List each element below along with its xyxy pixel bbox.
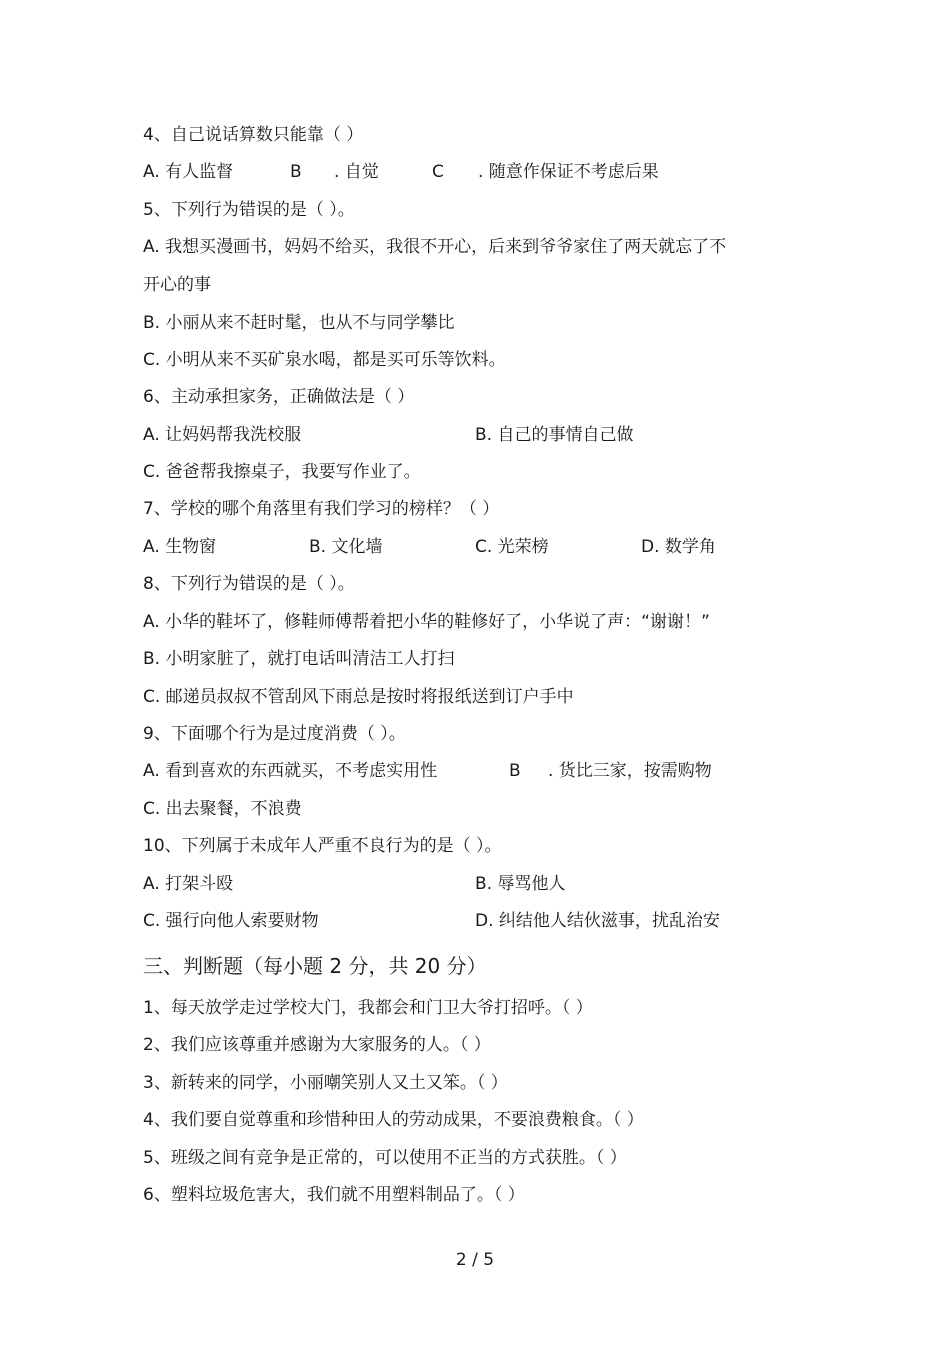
question-8-option-c: C. 邮递员叔叔不管刮风下雨总是按时将报纸送到订户手中: [143, 687, 574, 707]
question-4-stem: 4、自己说话算数只能靠（ ）: [143, 125, 364, 145]
question-4-option-c-text: . 随意作保证不考虑后果: [478, 162, 659, 182]
section-3-heading: 三、判断题（每小题 2 分，共 20 分）: [143, 954, 487, 978]
question-6-stem: 6、主动承担家务，正确做法是（ ）: [143, 387, 415, 407]
question-9-option-b-text: . 货比三家，按需购物: [548, 761, 712, 781]
question-5-option-c: C. 小明从来不买矿泉水喝，都是买可乐等饮料。: [143, 350, 506, 370]
question-4-option-a: A. 有人监督: [143, 162, 234, 182]
question-5-option-a-line2: 开心的事: [143, 275, 211, 295]
question-9-option-c: C. 出去聚餐，不浪费: [143, 799, 302, 819]
judgment-item-6: 6、塑料垃圾危害大，我们就不用塑料制品了。（ ）: [143, 1185, 525, 1205]
question-5-stem: 5、下列行为错误的是（ ）。: [143, 200, 355, 220]
question-5-option-b: B. 小丽从来不赶时髦，也从不与同学攀比: [143, 313, 455, 333]
question-5-option-a-line1: A. 我想买漫画书，妈妈不给买，我很不开心，后来到爷爷家住了两天就忘了不: [143, 237, 727, 257]
question-10-option-d: D. 纠结他人结伙滋事，扰乱治安: [475, 911, 720, 931]
question-4-option-b-text: . 自觉: [334, 162, 379, 182]
question-9-option-a: A. 看到喜欢的东西就买，不考虑实用性: [143, 761, 438, 781]
question-7-option-d: D. 数学角: [641, 537, 716, 557]
judgment-item-5: 5、班级之间有竞争是正常的，可以使用不正当的方式获胜。（ ）: [143, 1148, 627, 1168]
question-4-option-c-letter: C: [432, 162, 444, 182]
question-8-option-b: B. 小明家脏了，就打电话叫清洁工人打扫: [143, 649, 455, 669]
question-6-option-a: A. 让妈妈帮我洗校服: [143, 425, 302, 445]
judgment-item-1: 1、每天放学走过学校大门，我都会和门卫大爷打招呼。（ ）: [143, 998, 593, 1018]
question-9-stem: 9、下面哪个行为是过度消费（ ）。: [143, 724, 406, 744]
question-4-option-b-letter: B: [290, 162, 302, 182]
question-10-option-b: B. 辱骂他人: [475, 874, 566, 894]
question-9-option-b-letter: B: [509, 761, 521, 781]
question-8-option-a: A. 小华的鞋坏了，修鞋师傅帮着把小华的鞋修好了，小华说了声：“谢谢！”: [143, 612, 710, 632]
question-10-option-a: A. 打架斗殴: [143, 874, 234, 894]
judgment-item-2: 2、我们应该尊重并感谢为大家服务的人。（ ）: [143, 1035, 491, 1055]
page-number: 2 / 5: [455, 1250, 495, 1270]
question-10-stem: 10、下列属于未成年人严重不良行为的是（ ）。: [143, 836, 502, 856]
question-7-option-c: C. 光荣榜: [475, 537, 549, 557]
question-8-stem: 8、下列行为错误的是（ ）。: [143, 574, 355, 594]
question-7-option-a: A. 生物窗: [143, 537, 217, 557]
question-10-option-c: C. 强行向他人索要财物: [143, 911, 319, 931]
question-6-option-b: B. 自己的事情自己做: [475, 425, 634, 445]
judgment-item-4: 4、我们要自觉尊重和珍惜种田人的劳动成果，不要浪费粮食。（ ）: [143, 1110, 644, 1130]
question-6-option-c: C. 爸爸帮我擦桌子，我要写作业了。: [143, 462, 421, 482]
question-7-option-b: B. 文化墙: [309, 537, 383, 557]
question-7-stem: 7、学校的哪个角落里有我们学习的榜样？（ ）: [143, 499, 500, 519]
judgment-item-3: 3、新转来的同学，小丽嘲笑别人又土又笨。（ ）: [143, 1073, 508, 1093]
